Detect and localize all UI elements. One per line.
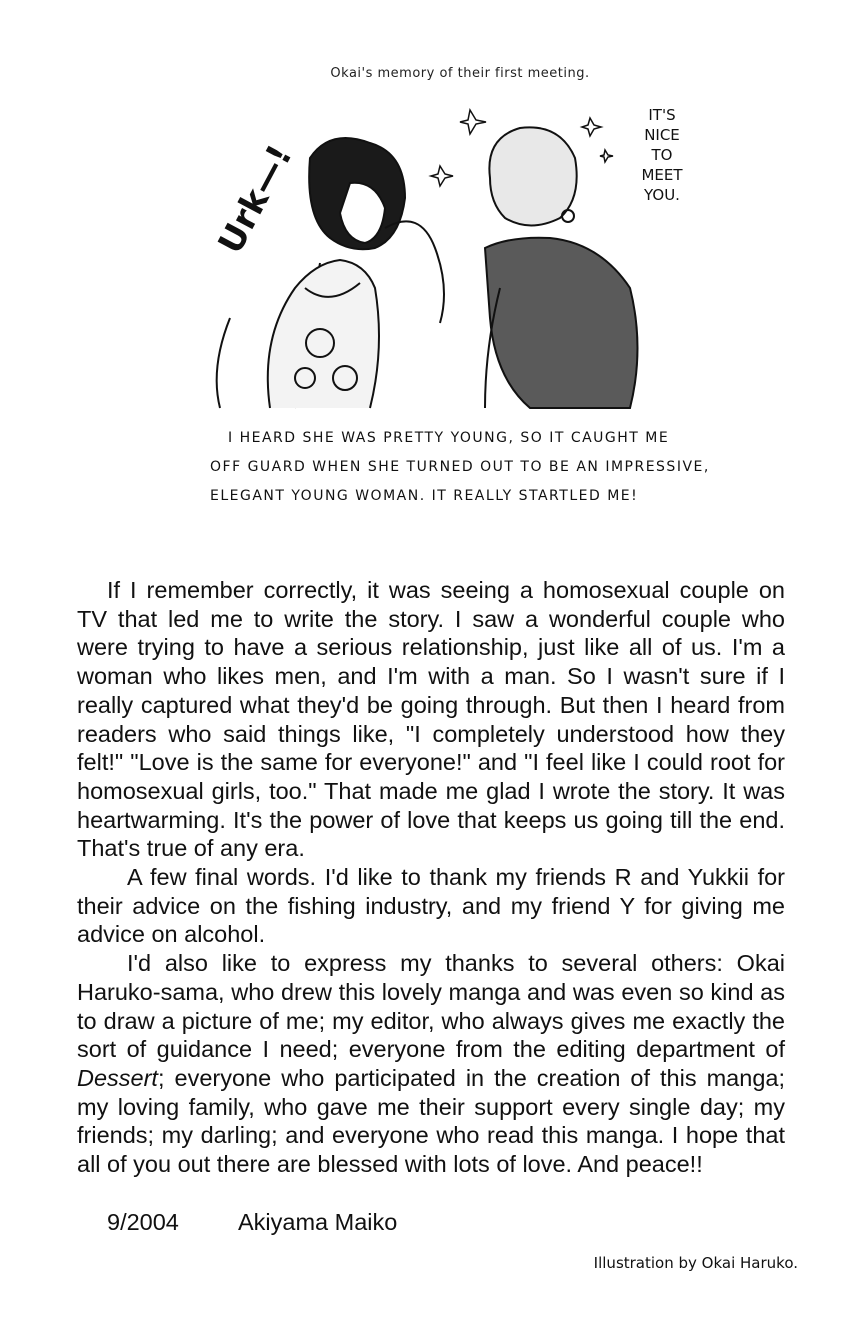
paragraph-3-start: I'd also like to express my thanks to several others: Okai Haruko-sama, who drew this lovely manga and was even so kind as to draw a picture of me; my editor, who always gives me exactly the sort of guidance I need; everyone from the editing department of bbox=[77, 950, 785, 1063]
signature bbox=[107, 1209, 398, 1236]
afterword-body bbox=[77, 576, 785, 1179]
magazine-title: Dessert bbox=[77, 1064, 158, 1091]
svg-text:NICE: NICE bbox=[644, 126, 680, 144]
hand-caption-line-2: OFF GUARD WHEN SHE TURNED OUT TO BE AN IMPRESSIVE, bbox=[210, 459, 710, 475]
afterword-paragraph-3 bbox=[77, 949, 785, 1179]
speech-bubble-text bbox=[641, 106, 683, 204]
hand-caption-line-3: ELEGANT YOUNG WOMAN. IT REALLY STARTLED ME! bbox=[210, 488, 639, 504]
sfx-text: Urk—! bbox=[210, 138, 301, 261]
manga-illustration bbox=[200, 88, 720, 418]
right-woman-figure bbox=[485, 127, 638, 408]
illustration-caption: Okai's memory of their first meeting. bbox=[330, 66, 590, 81]
svg-text:IT'S: IT'S bbox=[648, 106, 676, 124]
svg-text:YOU.: YOU. bbox=[644, 186, 680, 204]
afterword-paragraph-2: A few final words. I'd like to thank my friends R and Yukkii for their advice on the fishing industry, and my friend Y for giving me advice on alcohol. bbox=[77, 864, 785, 948]
afterword-paragraph-1: If I remember correctly, it was seeing a homosexual couple on TV that led me to write the story. I saw a wonderful couple who were trying to have a serious relationship, just like all of us. I'm a woman who likes men, and I'm with a man. So I wasn't sure if I really captured what they'd be going through. But then I heard from readers who said things like, "I completely understood how they felt!" "Love is the same for everyone!" and "I feel like I could root for homosexual girls, too." That made me glad I wrote the story. It was heartwarming. It's the power of love that keeps us going till the end. That's true of any era. bbox=[77, 577, 785, 862]
signature-name: Akiyama Maiko bbox=[238, 1209, 398, 1235]
illustration-credit: Illustration by Okai Haruko. bbox=[593, 1254, 798, 1272]
paragraph-3-end: ; everyone who participated in the creation of this manga; my loving family, who gave me their support every single day; my friends; my darling; and everyone who read this manga. I hope that all of you out there are blessed with lots of love. And peace!! bbox=[77, 1064, 785, 1178]
svg-text:TO: TO bbox=[651, 146, 673, 164]
hand-caption-line-1: I HEARD SHE WAS PRETTY YOUNG, SO IT CAUGHT ME bbox=[228, 430, 670, 446]
signature-date: 9/2004 bbox=[107, 1209, 179, 1235]
svg-text:MEET: MEET bbox=[641, 166, 683, 184]
